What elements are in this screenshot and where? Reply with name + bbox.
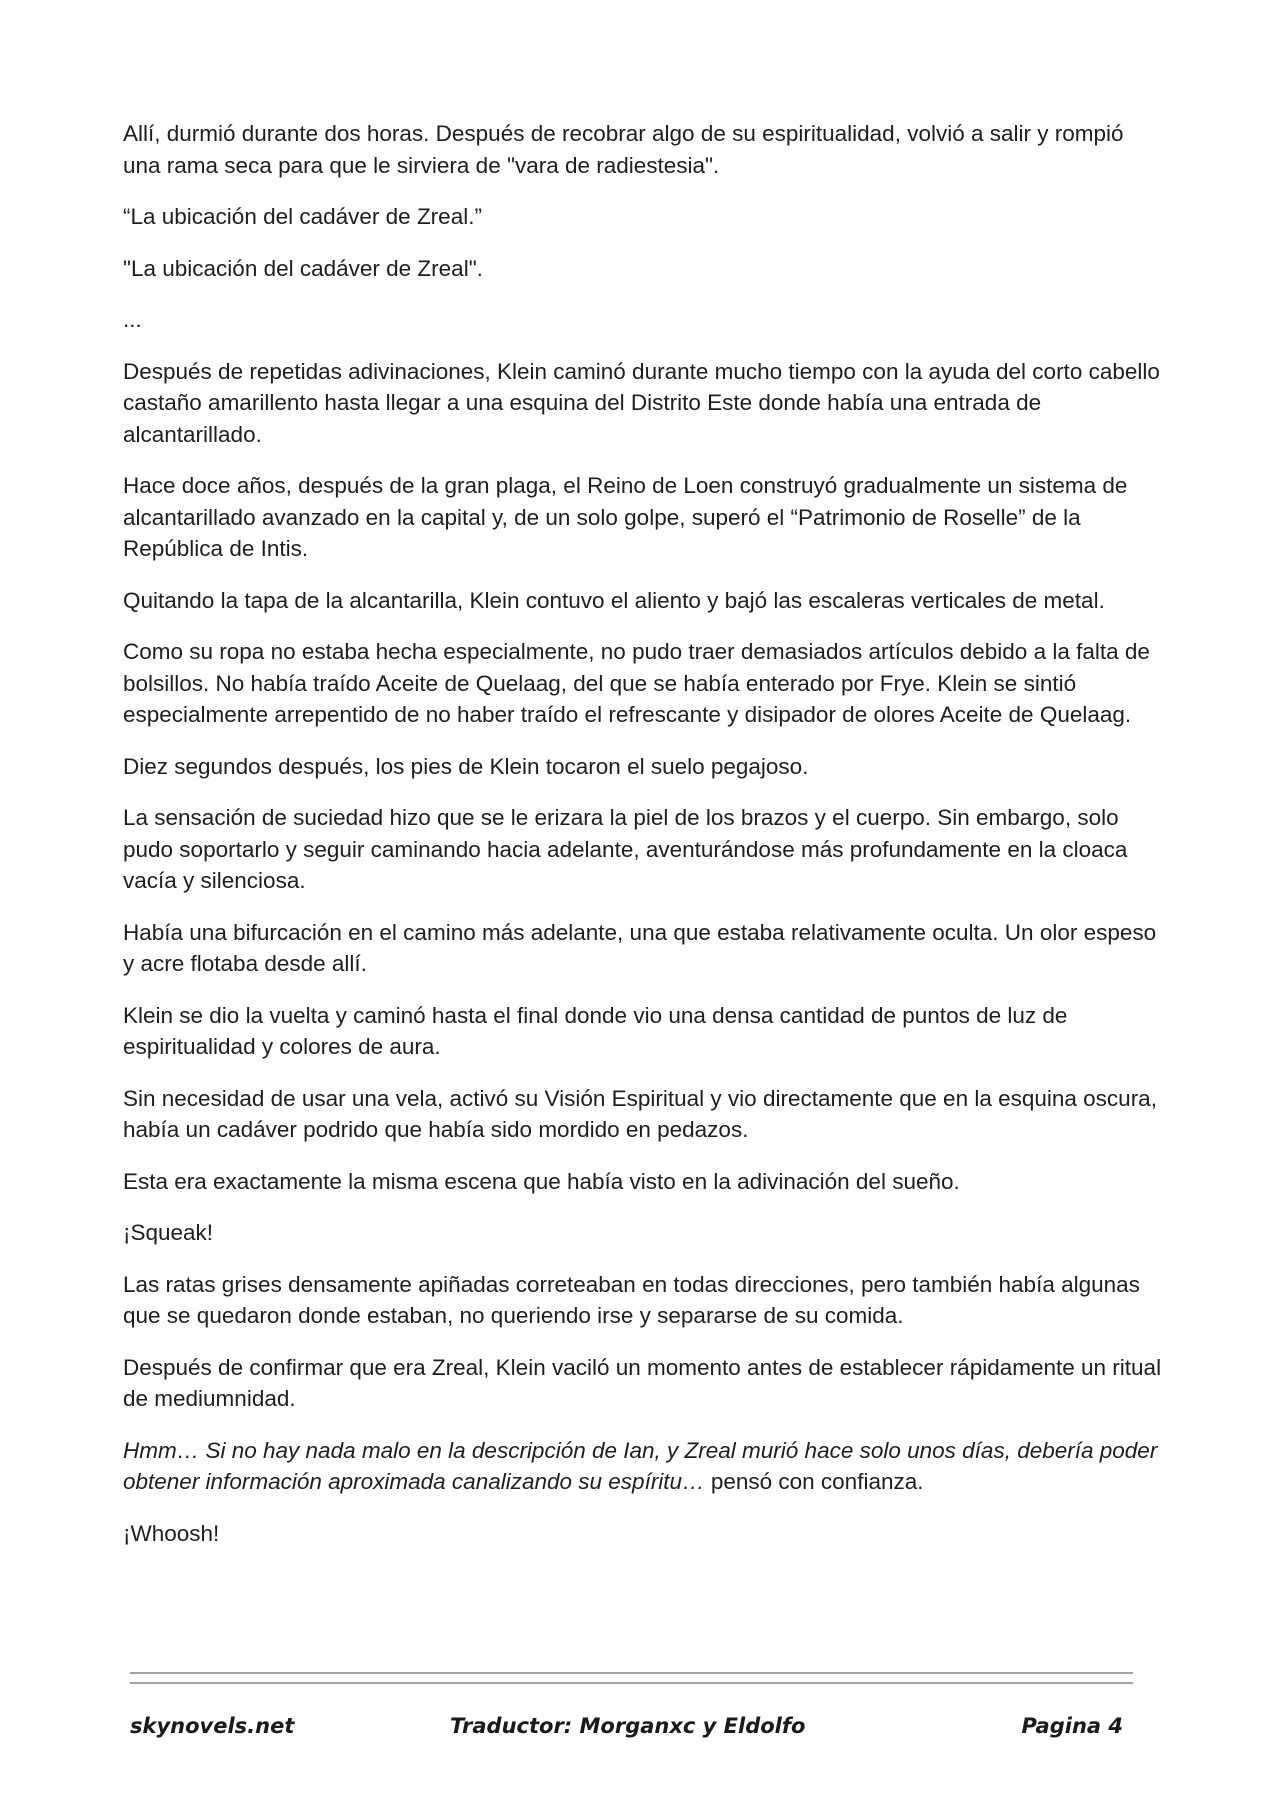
- paragraph: La sensación de suciedad hizo que se le erizara la piel de los brazos y el cuerpo. Sin embargo, solo pudo soportarlo y seguir caminando hacia adelante, aventurándose más profundamente en la cloaca vacía y silenciosa.: [123, 805, 1128, 893]
- thought-paragraph: [123, 1435, 1163, 1498]
- paragraph: ...: [123, 307, 142, 332]
- footer-site: skynovels.net: [130, 1714, 295, 1738]
- footer-page-number: Pagina 4: [1021, 1714, 1123, 1738]
- paragraph: Diez segundos después, los pies de Klein tocaron el suelo pegajoso.: [123, 753, 809, 779]
- paragraph: Allí, durmió durante dos horas. Después de recobrar algo de su espiritualidad, volvió a salir y rompió una rama seca para que le sirviera de "vara de radiestesia".: [123, 121, 1124, 178]
- paragraph: Hace doce años, después de la gran plaga, el Reino de Loen construyó gradualmente un sistema de alcantarillado avanzado en la capital y, de un solo golpe, superó el “Patrimonio de Roselle” de la República de Intis.: [123, 473, 1128, 561]
- paragraph: Después de confirmar que era Zreal, Klein vaciló un momento antes de establecer rápidamente un ritual de mediumnidad.: [123, 1354, 1162, 1411]
- paragraph: Había una bifurcación en el camino más adelante, una que estaba relativamente oculta. Un olor espeso y acre flotaba desde allí.: [123, 919, 1157, 976]
- paragraph: Como su ropa no estaba hecha especialmente, no pudo traer demasiados artículos debido a la falta de bolsillos. No había traído Aceite de Quelaag, del que se había enterado por Frye. Klein se sintió especialmente arrepentido de no haber traído el refrescante y disipador de olores Aceite de Quelaag.: [123, 639, 1150, 727]
- paragraph: Quitando la tapa de la alcantarilla, Klein contuvo el aliento y bajó las escaleras verticales de metal.: [123, 587, 1105, 613]
- footer-divider-bottom: [130, 1682, 1133, 1684]
- footer-divider-top: [130, 1672, 1133, 1674]
- page-body: [123, 118, 1163, 1569]
- paragraph: ¡Squeak!: [123, 1220, 214, 1245]
- closing-paragraph: ¡Whoosh!: [123, 1520, 220, 1546]
- paragraph: Klein se dio la vuelta y caminó hasta el final donde vio una densa cantidad de puntos de luz de espiritualidad y colores de aura.: [123, 1002, 1068, 1059]
- paragraph: “La ubicación del cadáver de Zreal.”: [123, 204, 482, 229]
- thought-italic-text: Hmm… Si no hay nada malo en la descripción de Ian, y Zreal murió hace solo unos días, debería poder obtener información aproximada canalizando su espíritu…: [123, 1437, 1158, 1494]
- paragraph: Sin necesidad de usar una vela, activó su Visión Espiritual y vio directamente que en la esquina oscura, había un cadáver podrido que había sido mordido en pedazos.: [123, 1085, 1157, 1142]
- page-footer: [130, 1714, 1133, 1754]
- paragraph: "La ubicación del cadáver de Zreal".: [123, 255, 483, 281]
- paragraph: Las ratas grises densamente apiñadas correteaban en todas direcciones, pero también había algunas que se quedaron donde estaban, no queriendo irse y separarse de su comida.: [123, 1271, 1140, 1328]
- thought-plain-text: pensó con confianza.: [704, 1469, 924, 1494]
- footer-translator: Traductor: Morganxc y Eldolfo: [450, 1714, 806, 1738]
- paragraph: Después de repetidas adivinaciones, Klein caminó durante mucho tiempo con la ayuda del corto cabello castaño amarillento hasta llegar a una esquina del Distrito Este donde había una entrada de alcantarillado.: [123, 358, 1160, 447]
- paragraph: Esta era exactamente la misma escena que había visto en la adivinación del sueño.: [123, 1168, 960, 1194]
